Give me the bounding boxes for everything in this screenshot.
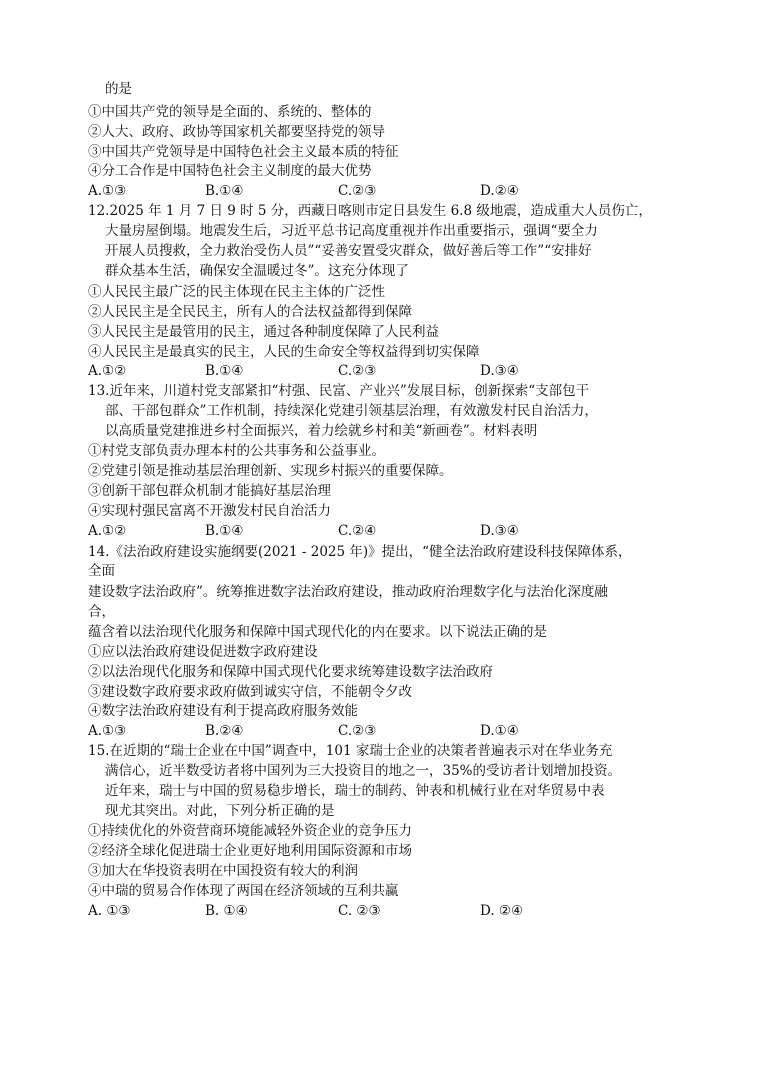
- q11-item-4: ④分工合作是中国特色社会主义制度的最大优势: [88, 163, 372, 179]
- q13-option-b: B.①④: [205, 523, 244, 539]
- q15-stem-line-3: 近年来，瑞士与中国的贸易稳步增长，瑞士的制药、钟表和机械行业在对华贸易中表: [105, 783, 605, 799]
- q12-item-1: ①人民民主最广泛的民主体现在民主主体的广泛性: [88, 284, 385, 300]
- q13-item-4: ④实现村强民富离不开激发村民自治活力: [88, 503, 331, 519]
- q14-option-c: C.②③: [338, 723, 377, 739]
- q14-item-3: ③建设数字政府要求政府做到诚实守信，不能朝令夕改: [88, 684, 412, 700]
- q12-option-b: B.①④: [205, 363, 244, 379]
- q15-item-2: ②经济全球化促进瑞士企业更好地利用国际资源和市场: [88, 843, 412, 859]
- q14-stem-line-3: 建设数字法治政府”。统筹推进数字法治政府建设，推动政府治理数字化与法治化深度融: [88, 584, 608, 600]
- q12-stem-line-2: 大量房屋倒塌。地震发生后，习近平总书记高度重视并作出重要指示，强调“要全力: [105, 223, 598, 239]
- q12-option-d: D.③④: [480, 363, 519, 379]
- q12-item-4: ④人民民主是最真实的民主，人民的生命安全等权益得到切实保障: [88, 344, 480, 360]
- q13-stem-line-1: 13.近年来，川道村党支部紧扣“村强、民富、产业兴”发展目标，创新探索“支部包干: [88, 383, 590, 399]
- q11-item-3: ③中国共产党领导是中国特色社会主义最本质的特征: [88, 144, 399, 160]
- q14-stem-line-2: 全面: [88, 563, 115, 579]
- q15-stem-line-1: 15.在近期的“瑞士企业在中国”调查中，101 家瑞士企业的决策者普遍表示对在华业务充: [88, 743, 613, 759]
- q12-stem-line-3: 开展人员搜救，全力救治受伤人员”“妥善安置受灾群众，做好善后等工作”“安排好: [105, 243, 592, 259]
- q15-option-a: A. ①③: [88, 903, 131, 919]
- q14-option-b: B.②④: [205, 723, 244, 739]
- q12-item-3: ③人民民主是最管用的民主，通过各种制度保障了人民利益: [88, 324, 439, 340]
- q13-option-c: C.②④: [338, 523, 377, 539]
- q12-option-a: A.①②: [88, 363, 127, 379]
- q15-option-d: D. ②④: [480, 903, 524, 919]
- q12-stem-line-1: 12.2025 年 1 月 7 日 9 时 5 分，西藏日喀则市定日县发生 6.8 级地震，造成重大人员伤亡，: [88, 203, 652, 219]
- q15-option-c: C. ②③: [338, 903, 381, 919]
- q14-stem-line-1: 14.《法治政府建设实施纲要(2021 - 2025 年)》提出，“健全法治政府建设科技保障体系，: [88, 544, 632, 560]
- q13-option-d: D.③④: [480, 523, 519, 539]
- q15-item-1: ①持续优化的外资营商环境能减轻外资企业的竞争压力: [88, 823, 412, 839]
- q13-item-2: ②党建引领是推动基层治理创新、实现乡村振兴的重要保障。: [88, 463, 453, 479]
- q15-stem-line-4: 现尤其突出。对此，下列分析正确的是: [105, 803, 335, 819]
- q11-option-c: C.②③: [338, 183, 377, 199]
- q14-item-2: ②以法治现代化服务和保障中国式现代化要求统筹建设数字法治政府: [88, 664, 493, 680]
- q14-item-1: ①应以法治政府建设促进数字政府建设: [88, 644, 318, 660]
- q12-item-2: ②人民民主是全民民主，所有人的合法权益都得到保障: [88, 304, 412, 320]
- q11-item-2: ②人大、政府、政协等国家机关都要坚持党的领导: [88, 124, 385, 140]
- q12-stem-line-4: 群众基本生活，确保安全温暖过冬”。这充分体现了: [105, 263, 409, 279]
- q11-option-b: B.①④: [205, 183, 244, 199]
- q14-item-4: ④数字法治政府建设有利于提高政府服务效能: [88, 703, 358, 719]
- q14-stem-line-5: 蕴含着以法治现代化服务和保障中国式现代化的内在要求。以下说法正确的是: [88, 624, 547, 640]
- q11-option-a: A.①③: [88, 183, 127, 199]
- q15-stem-line-2: 满信心，近半数受访者将中国列为三大投资目的地之一，35%的受访者计划增加投资。: [105, 763, 622, 779]
- q14-stem-line-4: 合，: [88, 604, 115, 620]
- q15-item-4: ④中瑞的贸易合作体现了两国在经济领域的互利共赢: [88, 883, 399, 899]
- q13-item-3: ③创新干部包群众机制才能搞好基层治理: [88, 483, 331, 499]
- q13-item-1: ①村党支部负责办理本村的公共事务和公益事业。: [88, 443, 385, 459]
- q15-option-b: B. ①④: [205, 903, 248, 919]
- q13-option-a: A.①②: [88, 523, 127, 539]
- q13-stem-line-2: 部、干部包群众”工作机制，持续深化党建引领基层治理，有效激发村民自治活力，: [105, 403, 598, 419]
- q11-option-d: D.②④: [480, 183, 519, 199]
- q12-option-c: C.②③: [338, 363, 377, 379]
- q11-stem-tail: 的是: [105, 81, 132, 97]
- q13-stem-line-3: 以高质量党建推进乡村全面振兴，着力绘就乡村和美“新画卷”。材料表明: [105, 423, 538, 439]
- q11-item-1: ①中国共产党的领导是全面的、系统的、整体的: [88, 104, 372, 120]
- q14-option-d: D.①④: [480, 723, 519, 739]
- q15-item-3: ③加大在华投资表明在中国投资有较大的利润: [88, 863, 358, 879]
- q14-option-a: A.①③: [88, 723, 127, 739]
